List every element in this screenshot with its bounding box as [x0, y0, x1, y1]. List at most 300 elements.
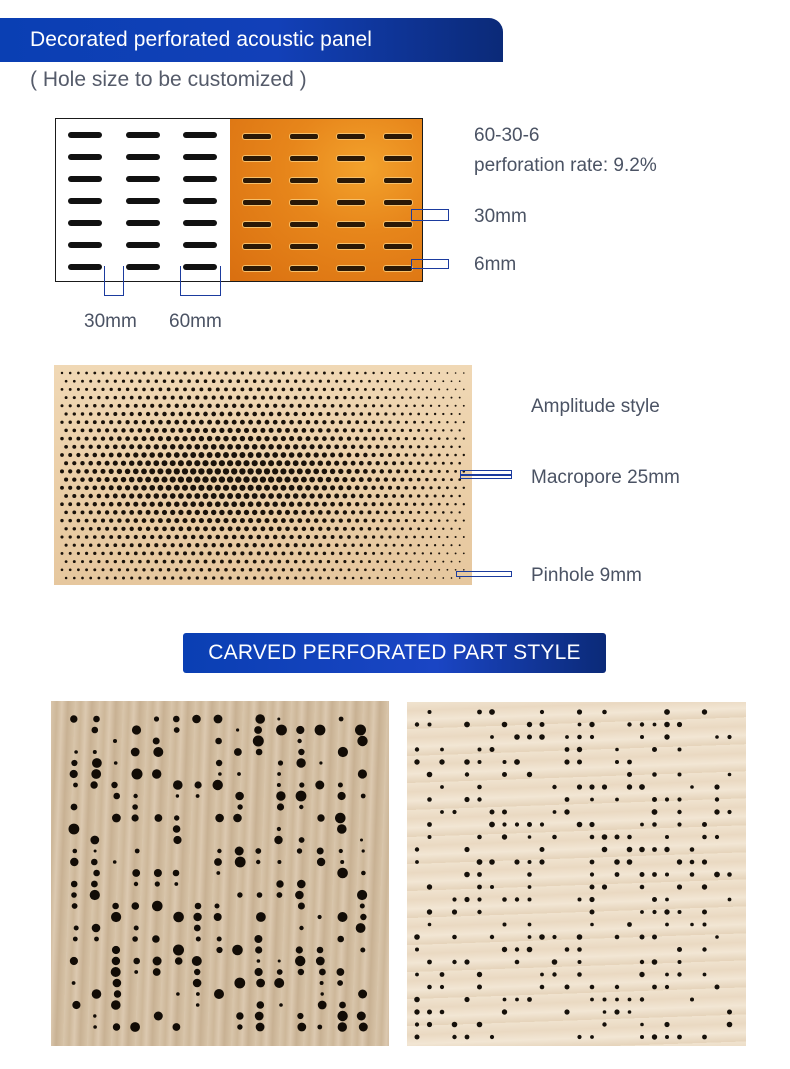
amplitude-hole: [351, 477, 356, 482]
amplitude-hole: [290, 371, 293, 374]
carved-hole: [677, 859, 682, 864]
amplitude-hole: [274, 371, 277, 374]
carved-hole: [503, 998, 507, 1002]
carved-hole: [132, 936, 138, 942]
amplitude-hole: [330, 502, 335, 507]
amplitude-hole: [183, 404, 187, 408]
amplitude-hole: [105, 428, 109, 432]
amplitude-hole: [413, 388, 415, 390]
carved-hole: [578, 898, 582, 902]
amplitude-hole: [372, 502, 376, 506]
carved-hole: [464, 797, 469, 802]
amplitude-hole: [186, 476, 192, 482]
amplitude-hole: [224, 371, 227, 374]
carved-hole: [317, 947, 324, 954]
amplitude-hole: [273, 518, 278, 523]
amplitude-hole: [294, 576, 297, 579]
amplitude-hole: [200, 568, 204, 572]
amplitude-hole: [80, 494, 84, 498]
carved-hole: [577, 972, 582, 977]
amplitude-hole: [174, 436, 179, 441]
carved-hole: [276, 791, 285, 800]
carved-hole: [552, 972, 556, 976]
amplitude-hole: [257, 371, 260, 374]
carved-hole: [514, 734, 520, 740]
amplitude-hole: [342, 461, 347, 466]
amplitude-hole: [302, 560, 305, 563]
carved-hole: [196, 794, 200, 798]
amplitude-hole: [215, 468, 221, 474]
amplitude-hole: [281, 404, 285, 408]
amplitude-hole: [451, 561, 453, 563]
amplitude-hole: [81, 429, 85, 433]
amplitude-hole: [273, 420, 278, 425]
amplitude-hole: [199, 518, 204, 523]
carved-hole: [665, 835, 669, 839]
amplitude-hole: [384, 461, 388, 465]
amplitude-hole: [352, 380, 355, 383]
amplitude-hole: [397, 388, 400, 391]
amplitude-hole: [179, 576, 182, 579]
carved-hole: [477, 885, 482, 890]
amplitude-hole: [122, 577, 125, 580]
carved-hole: [255, 848, 261, 854]
carved-hole: [277, 803, 284, 810]
carved-hole: [515, 897, 519, 901]
amplitude-hole: [384, 396, 387, 399]
carved-hole: [652, 772, 657, 777]
amplitude-hole: [422, 536, 425, 539]
carved-hole: [71, 804, 78, 811]
amplitude-hole: [268, 460, 274, 466]
carved-hole: [590, 860, 595, 865]
amplitude-hole: [409, 560, 411, 562]
amplitude-hole: [326, 477, 332, 483]
amplitude-hole: [298, 388, 302, 392]
amplitude-hole: [97, 543, 101, 547]
amplitude-hole: [409, 461, 413, 465]
amplitude-hole: [179, 412, 184, 417]
amplitude-hole: [397, 569, 399, 571]
amplitude-hole: [153, 477, 159, 483]
amplitude-hole: [159, 388, 163, 392]
carved-hole: [703, 973, 707, 977]
amplitude-hole: [392, 445, 396, 449]
amplitude-hole: [101, 420, 105, 424]
amplitude-hole: [372, 552, 375, 555]
amplitude-hole: [438, 405, 440, 407]
amplitude-hole: [405, 552, 408, 555]
amplitude-hole: [81, 510, 85, 514]
carved-hole: [216, 947, 222, 953]
amplitude-hole: [413, 503, 416, 506]
amplitude-hole: [77, 519, 81, 523]
amplitude-hole: [149, 452, 155, 458]
slot-hole: [126, 132, 160, 138]
carved-hole: [615, 985, 619, 989]
amplitude-hole: [219, 444, 225, 450]
amplitude-hole: [130, 576, 133, 579]
amplitude-hole: [253, 576, 256, 579]
carved-hole: [528, 885, 532, 889]
carved-hole: [257, 892, 263, 898]
carved-hole: [153, 968, 161, 976]
amplitude-hole: [252, 493, 258, 499]
carved-hole: [154, 716, 159, 721]
amplitude-hole: [322, 485, 327, 490]
amplitude-hole: [60, 486, 64, 490]
amplitude-hole: [344, 577, 347, 580]
amplitude-hole: [297, 436, 302, 441]
amplitude-hole: [129, 428, 134, 433]
carved-hole: [615, 935, 620, 940]
amplitude-hole: [134, 535, 138, 539]
carved-hole: [131, 748, 140, 757]
carved-hole: [702, 1035, 707, 1040]
amplitude-hole: [198, 452, 204, 458]
carved-hole: [452, 935, 457, 940]
amplitude-hole: [211, 476, 217, 482]
carved-hole: [113, 860, 117, 864]
slot-hole: [68, 176, 102, 182]
amplitude-hole: [434, 478, 437, 481]
amplitude-hole: [276, 477, 282, 483]
carved-hole: [477, 910, 481, 914]
carved-hole: [639, 847, 645, 853]
amplitude-hole: [269, 412, 274, 417]
amplitude-hole: [162, 412, 166, 416]
amplitude-hole: [425, 478, 428, 481]
slot-hole: [242, 243, 272, 250]
amplitude-hole: [249, 387, 253, 391]
amplitude-hole: [170, 444, 175, 449]
amplitude-hole: [339, 552, 342, 555]
amplitude-hole: [207, 404, 211, 408]
amplitude-hole: [96, 477, 101, 482]
carved-hole: [502, 834, 507, 839]
carved-hole: [234, 978, 245, 989]
carved-hole: [540, 722, 545, 727]
amplitude-hole: [174, 468, 180, 474]
slot-hole: [336, 221, 366, 228]
amplitude-hole: [81, 527, 85, 531]
carved-hole: [589, 897, 594, 902]
amplitude-hole: [114, 396, 118, 400]
amplitude-hole: [158, 452, 164, 458]
carved-hole: [215, 814, 224, 823]
amplitude-hole: [297, 518, 302, 523]
carved-hole: [490, 1035, 494, 1039]
amplitude-hole: [203, 396, 207, 400]
amplitude-hole: [326, 510, 331, 515]
amplitude-hole: [101, 404, 105, 408]
amplitude-hole: [294, 380, 297, 383]
carved-hole: [112, 957, 120, 965]
amplitude-hole: [97, 510, 101, 514]
amplitude-hole: [68, 486, 72, 490]
carved-hole: [590, 1035, 594, 1039]
amplitude-hole: [389, 372, 391, 374]
amplitude-hole: [220, 379, 224, 383]
amplitude-hole: [356, 372, 359, 375]
amplitude-hole: [153, 460, 159, 466]
amplitude-hole: [289, 502, 294, 507]
carved-hole: [564, 809, 569, 814]
carved-hole: [192, 715, 201, 724]
amplitude-hole: [380, 437, 384, 441]
amplitude-hole: [150, 436, 155, 441]
amplitude-hole: [372, 388, 375, 391]
amplitude-hole: [200, 371, 203, 374]
carved-hole: [254, 726, 262, 734]
amplitude-hole: [273, 388, 277, 392]
carved-hole: [134, 970, 138, 974]
slot-hole: [183, 132, 217, 138]
amplitude-hole: [455, 405, 457, 407]
carved-hole: [93, 1014, 96, 1017]
amplitude-hole: [459, 446, 461, 448]
amplitude-hole: [228, 576, 231, 579]
amplitude-hole: [121, 477, 126, 482]
amplitude-hole: [76, 502, 80, 506]
carved-hole: [295, 956, 305, 966]
amplitude-hole: [85, 404, 88, 407]
amplitude-hole: [110, 372, 113, 375]
carved-hole: [727, 1010, 732, 1015]
amplitude-hole: [198, 468, 204, 474]
amplitude-hole: [122, 543, 126, 547]
amplitude-hole: [463, 553, 465, 555]
carved-hole: [690, 872, 695, 877]
amplitude-hole: [190, 468, 196, 474]
carved-hole: [615, 872, 620, 877]
amplitude-hole: [413, 486, 417, 490]
amplitude-hole: [126, 388, 129, 391]
amplitude-holes: [54, 365, 472, 585]
amplitude-hole: [359, 445, 363, 449]
carved-hole: [173, 912, 184, 923]
amplitude-hole: [363, 437, 367, 441]
carved-hole: [527, 872, 532, 877]
amplitude-hole: [73, 577, 76, 580]
carved-hole: [628, 998, 632, 1002]
amplitude-hole: [208, 387, 212, 391]
amplitude-hole: [277, 510, 282, 515]
amplitude-hole: [293, 493, 299, 499]
carved-hole: [440, 785, 444, 789]
carved-hole: [153, 738, 160, 745]
amplitude-hole: [129, 493, 134, 498]
amplitude-hole: [232, 387, 236, 391]
amplitude-hole: [380, 453, 384, 457]
amplitude-hole: [389, 388, 392, 391]
amplitude-hole: [93, 453, 98, 458]
amplitude-hole: [84, 453, 88, 457]
carved-hole: [152, 935, 160, 943]
amplitude-hole: [137, 460, 143, 466]
amplitude-hole: [97, 380, 100, 383]
amplitude-hole: [178, 444, 184, 450]
amplitude-hole: [65, 577, 68, 580]
amplitude-hole: [121, 412, 125, 416]
amplitude-hole: [367, 477, 372, 482]
amplitude-hole: [269, 526, 274, 531]
amplitude-hole: [364, 404, 367, 407]
carved-hole: [590, 885, 595, 890]
amplitude-hole: [348, 372, 351, 375]
carved-hole: [153, 957, 162, 966]
slot-hole: [242, 199, 272, 206]
carved-hole: [174, 882, 178, 886]
amplitude-hole: [117, 502, 122, 507]
amplitude-hole: [163, 576, 166, 579]
amplitude-hole: [335, 560, 338, 563]
carved-hole: [552, 785, 556, 789]
amplitude-hole: [335, 577, 338, 580]
amplitude-hole: [81, 544, 84, 547]
amplitude-hole: [179, 543, 183, 547]
carved-hole: [540, 822, 544, 826]
carved-hole: [565, 947, 570, 952]
amplitude-hole: [310, 396, 314, 400]
carved-hole: [337, 1011, 347, 1021]
amplitude-hole: [166, 502, 171, 507]
carved-hole: [173, 870, 180, 877]
amplitude-hole: [236, 412, 241, 417]
amplitude-hole: [306, 518, 311, 523]
amplitude-hole: [158, 420, 163, 425]
amplitude-hole: [375, 477, 380, 482]
amplitude-hole: [434, 561, 436, 563]
amplitude-hole: [384, 494, 388, 498]
amplitude-hole: [317, 477, 323, 483]
amplitude-hole: [109, 518, 113, 522]
amplitude-hole: [463, 487, 465, 489]
amplitude-hole: [203, 510, 208, 515]
carved-hole: [337, 980, 343, 986]
amplitude-hole: [182, 436, 187, 441]
amplitude-hole: [310, 428, 315, 433]
spacing-label-1: 30mm: [84, 311, 137, 332]
amplitude-hole: [182, 485, 188, 491]
carved-hole: [255, 1012, 264, 1021]
slot-hole: [68, 220, 102, 226]
amplitude-hole: [125, 436, 130, 441]
carved-hole: [615, 760, 619, 764]
amplitude-hole: [162, 543, 166, 547]
amplitude-hole: [223, 485, 229, 491]
carved-hole: [639, 972, 644, 977]
amplitude-hole: [146, 543, 150, 547]
amplitude-hole: [227, 460, 233, 466]
carved-hole: [278, 960, 281, 963]
amplitude-hole: [426, 544, 428, 546]
amplitude-hole: [338, 502, 343, 507]
amplitude-hole: [216, 387, 220, 391]
amplitude-hole: [294, 412, 298, 416]
amplitude-hole: [430, 372, 432, 374]
carved-hole: [565, 985, 570, 990]
amplitude-hole: [364, 372, 367, 375]
amplitude-hole: [409, 396, 412, 399]
amplitude-hole: [155, 576, 158, 579]
amplitude-hole: [289, 468, 295, 474]
slot-hole: [183, 220, 217, 226]
amplitude-hole: [80, 461, 84, 465]
carved-hole: [702, 709, 707, 714]
amplitude-hole: [293, 444, 298, 449]
amplitude-hole: [380, 388, 383, 391]
amplitude-hole: [243, 476, 249, 482]
amplitude-hole: [438, 372, 440, 374]
amplitude-hole: [69, 568, 72, 571]
carved-hole: [464, 722, 470, 728]
amplitude-hole: [343, 510, 347, 514]
carved-hole: [677, 810, 681, 814]
amplitude-hole: [81, 577, 84, 580]
amplitude-hole: [133, 502, 138, 507]
amplitude-hole: [84, 469, 89, 474]
amplitude-hole: [323, 372, 326, 375]
amplitude-hole: [235, 493, 241, 499]
amplitude-hole: [202, 476, 208, 482]
amplitude-hole: [371, 453, 375, 457]
amplitude-hole: [272, 452, 278, 458]
amplitude-hole: [85, 388, 88, 391]
carved-hole: [564, 759, 569, 764]
amplitude-hole: [260, 510, 265, 515]
amplitude-hole: [310, 527, 314, 531]
amplitude-hole: [388, 486, 392, 490]
amplitude-hole: [215, 518, 220, 523]
amplitude-hole: [170, 477, 176, 483]
amplitude-hole: [376, 396, 379, 399]
amplitude-hole: [248, 535, 253, 540]
amplitude-hole: [261, 576, 264, 579]
amplitude-hole: [175, 404, 179, 408]
carved-hole: [490, 810, 495, 815]
amplitude-hole: [240, 535, 245, 540]
slot-hole: [383, 199, 413, 206]
amplitude-hole: [256, 420, 261, 425]
carved-hole: [359, 1023, 368, 1032]
amplitude-hole: [330, 436, 335, 441]
amplitude-hole: [306, 535, 310, 539]
amplitude-hole: [247, 468, 253, 474]
amplitude-hole: [418, 577, 420, 579]
amplitude-hole: [463, 536, 465, 538]
carved-hole: [237, 1024, 242, 1029]
slot-hole: [242, 265, 272, 272]
amplitude-hole: [157, 468, 163, 474]
amplitude-hole: [355, 437, 359, 441]
amplitude-hole: [105, 527, 109, 531]
slot-hole: [289, 133, 319, 140]
amplitude-hole: [442, 413, 444, 415]
amplitude-hole: [318, 510, 323, 515]
amplitude-hole: [380, 404, 383, 407]
carved-hole: [71, 760, 77, 766]
carved-hole: [70, 858, 78, 866]
carved-hole: [74, 926, 79, 931]
amplitude-hole: [322, 535, 326, 539]
amplitude-hole: [319, 577, 322, 580]
amplitude-hole: [281, 535, 285, 539]
carved-hole: [602, 847, 608, 853]
amplitude-hole: [269, 379, 272, 382]
amplitude-hole: [252, 444, 258, 450]
amplitude-hole: [388, 469, 392, 473]
